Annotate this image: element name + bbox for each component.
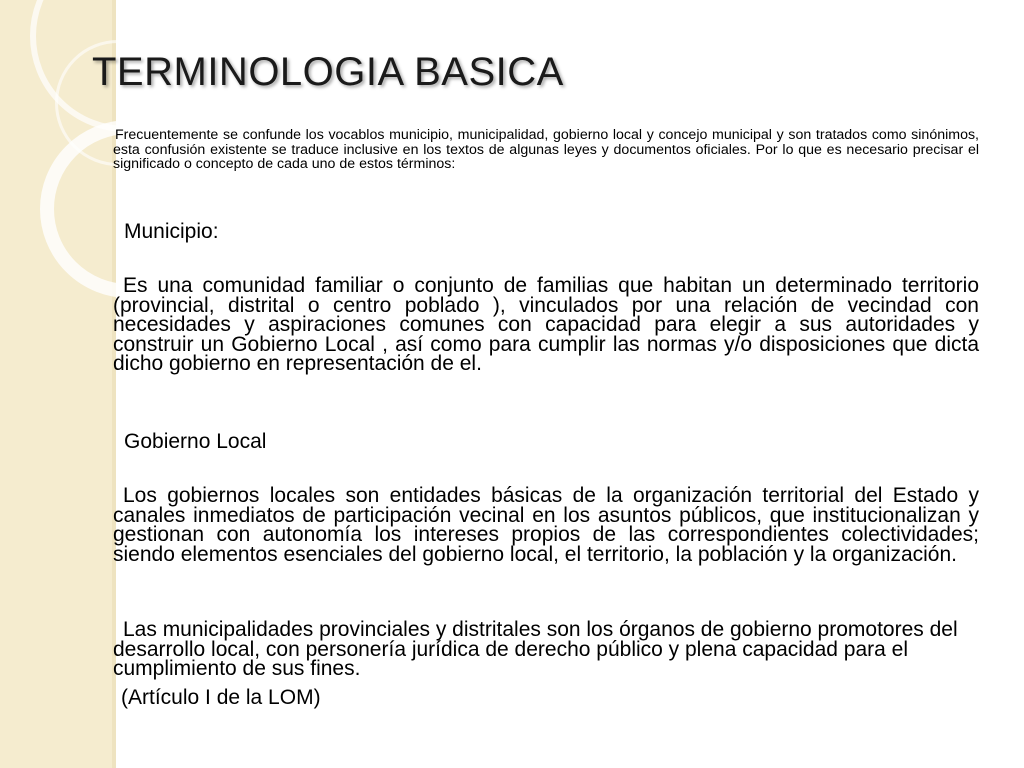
- municipalidades-paragraph: Las municipalidades provinciales y distritales son los órganos de gobierno promotores del desarrollo local, con personería jurídica de derecho público y plena capacidad para el cumplimiento de sus fines.: [113, 618, 958, 680]
- municipio-definition: Es una comunidad familiar o conjunto de familias que habitan un determinado territorio (provincial, distrital o centro poblado ), vinculados por una relación de vecindad con necesidades y aspiraciones comunes con capacidad para elegir a sus autoridades y construir un Gobierno Local , así como para cumplir las normas y/o disposiciones que dicta dicho gobierno en representación de el.: [113, 274, 979, 375]
- intro-paragraph: Frecuentemente se confunde los vocablos municipio, municipalidad, gobierno local y concejo municipal y son tratados como sinónimos, esta confusión existente se traduce inclusive en los textos de algunas leyes y documentos oficiales. Por lo que es necesario precisar el significado o concepto de cada uno de estos términos:: [113, 127, 979, 172]
- gobierno-local-definition: Los gobiernos locales son entidades básicas de la organización territorial del Estado y canales inmediatos de participación vecinal en los asuntos públicos, que institucionalizan y gestionan con autonomía los intereses propios de las correspondientes colectividades; siendo elementos esenciales del gobierno local, el territorio, la población y la organización.: [113, 484, 979, 566]
- citation: (Artículo I de la LOM): [121, 686, 321, 709]
- slide-title: TERMINOLOGIA BASICA: [92, 50, 564, 94]
- section-heading-gobierno-local: Gobierno Local: [124, 430, 267, 453]
- section-heading-municipio: Municipio:: [124, 220, 219, 243]
